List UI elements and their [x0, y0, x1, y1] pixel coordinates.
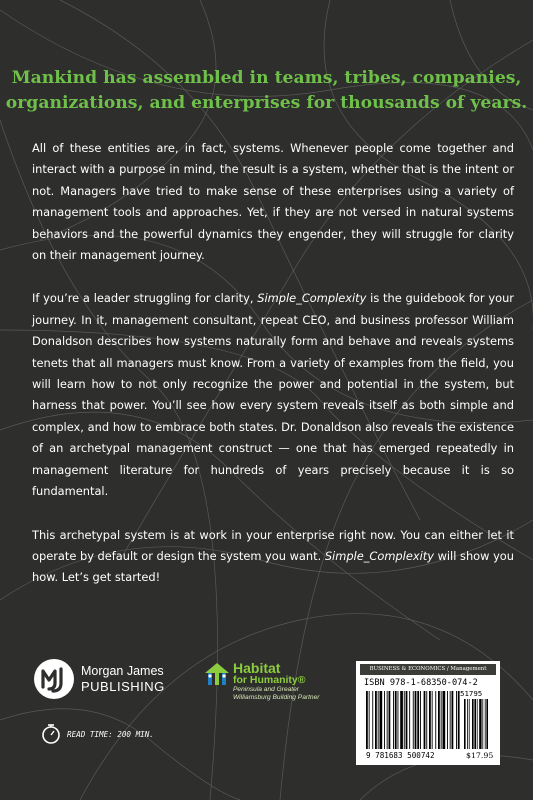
- barcode-bar: [485, 699, 486, 749]
- headline-line-1: Mankind has assembled in teams, tribes, companies,: [11, 68, 522, 88]
- barcode-box: [356, 661, 500, 765]
- headline-line-2: organizations, and enterprises for thousands of years.: [5, 93, 528, 113]
- publisher-sub: PUBLISHING: [81, 679, 165, 694]
- barcode-bar: [415, 691, 417, 749]
- house-people-icon: [203, 660, 231, 688]
- blurb: [32, 138, 514, 611]
- barcode-bar: [395, 691, 397, 749]
- isbn-text: ISBN 978-1-68350-074-2: [364, 678, 478, 688]
- barcode-bar: [472, 699, 474, 749]
- barcode-bar: [482, 699, 483, 749]
- blurb-paragraph-1: All of these entities are, in fact, systems. Whenever people come together and interact with a purpose in mind, the result is a system, whether that is the intent or not. Managers have tried to make sense of these enterprises using a variety of management tools and approaches. Yet, if they are not versed in natural systems behaviors and the powerful dynamics they engender, they will struggle for clarity on their management journey.: [32, 141, 514, 263]
- morgan-james-logo: [34, 659, 184, 701]
- habitat-name: Habitat: [233, 660, 281, 676]
- price: $17.95: [466, 751, 494, 760]
- barcode-bar: [474, 699, 476, 749]
- barcode-number: 9 781683 500742: [366, 751, 435, 760]
- barcode-bar: [400, 691, 403, 749]
- habitat-sub: for Humanity®: [233, 674, 306, 686]
- barcode-bar: [375, 691, 377, 749]
- stopwatch-icon: [40, 723, 62, 745]
- para3-text-b: will show you how. Let’s get started!: [32, 548, 514, 585]
- habitat-for-humanity-logo: [203, 660, 353, 704]
- morgan-james-wordmark: [81, 664, 165, 694]
- barcode-bar: [443, 691, 446, 749]
- barcode-bar: [456, 691, 457, 749]
- barcode-bar: [366, 691, 368, 749]
- barcode-bar: [477, 699, 478, 749]
- barcode-bar: [450, 691, 451, 749]
- barcode-bar: [469, 699, 470, 749]
- barcode-bar: [435, 691, 436, 749]
- barcode-bar: [452, 691, 454, 749]
- habitat-partner-line-2: Williamsburg Building Partner: [233, 694, 320, 701]
- barcode-bar: [389, 691, 391, 749]
- para3-text-a: This archetypal system is at work in your enterprise right now. You can either let it operate by default or design the system you want.: [32, 527, 514, 563]
- barcode-bar: [447, 691, 448, 749]
- read-time-label: READ TIME: 200 MIN.: [67, 730, 154, 739]
- barcode-bar: [441, 691, 442, 749]
- barcode-bar: [429, 691, 431, 749]
- publisher-name: Morgan James: [81, 664, 164, 678]
- barcode-bar: [426, 691, 427, 749]
- book-title: Simple_Complexity: [257, 291, 367, 306]
- blurb-paragraph-3: [32, 525, 514, 589]
- morgan-james-mark-icon: [34, 659, 74, 699]
- para2-text-b: is the guidebook for your journey. In it, management consultant, repeat CEO, and business professor William Donaldson describes how systems naturally form and behave and reveals systems tenets that all managers must know. From a variety of examples from the field, you will learn how to not only recognize the power and potential in the system, but harness that power. You’ll see how every system reveals itself as both simple and complex, and how to embrace both states. Dr. Donaldson also reveals the existence of an archetypal management construct — one that has emerged repeatedly in management literature for hundreds of years precisely because it is so fundamental.: [32, 291, 514, 499]
- barcode-bar: [372, 691, 373, 749]
- barcode-bar: [406, 691, 408, 749]
- barcode-bar: [424, 691, 426, 749]
- read-time: [40, 722, 180, 746]
- price-code: 51795: [460, 689, 483, 698]
- barcode-bar: [417, 691, 419, 749]
- barcode-bar: [479, 699, 481, 749]
- habitat-partner-line-1: Peninsula and Greater: [233, 686, 299, 693]
- book-title: Simple_Complexity: [324, 548, 434, 563]
- barcode-bar: [467, 699, 468, 749]
- barcode-bar: [486, 699, 488, 749]
- bisac-category: BUSINESS & ECONOMICS / Management: [360, 664, 496, 675]
- barcode-bar: [384, 691, 385, 749]
- barcode-bar: [420, 691, 421, 749]
- headline: [0, 66, 533, 116]
- barcode-bar: [432, 691, 433, 749]
- barcode-bar: [387, 691, 388, 749]
- barcode-bar: [380, 691, 383, 749]
- blurb-paragraph-2: [32, 288, 514, 502]
- barcode-bar: [393, 691, 394, 749]
- barcode-bar: [409, 691, 410, 749]
- barcode-bar: [404, 691, 405, 749]
- barcode-bar: [413, 691, 414, 749]
- barcode-bar: [378, 691, 379, 749]
- barcode-bar: [369, 691, 370, 749]
- barcode-bar: [464, 699, 466, 749]
- barcode-bar: [458, 691, 460, 749]
- para2-text-a: If you’re a leader struggling for clarity,: [32, 291, 258, 306]
- barcode-bar: [398, 691, 399, 749]
- barcode-bar: [438, 691, 440, 749]
- barcode-bars: [364, 691, 492, 751]
